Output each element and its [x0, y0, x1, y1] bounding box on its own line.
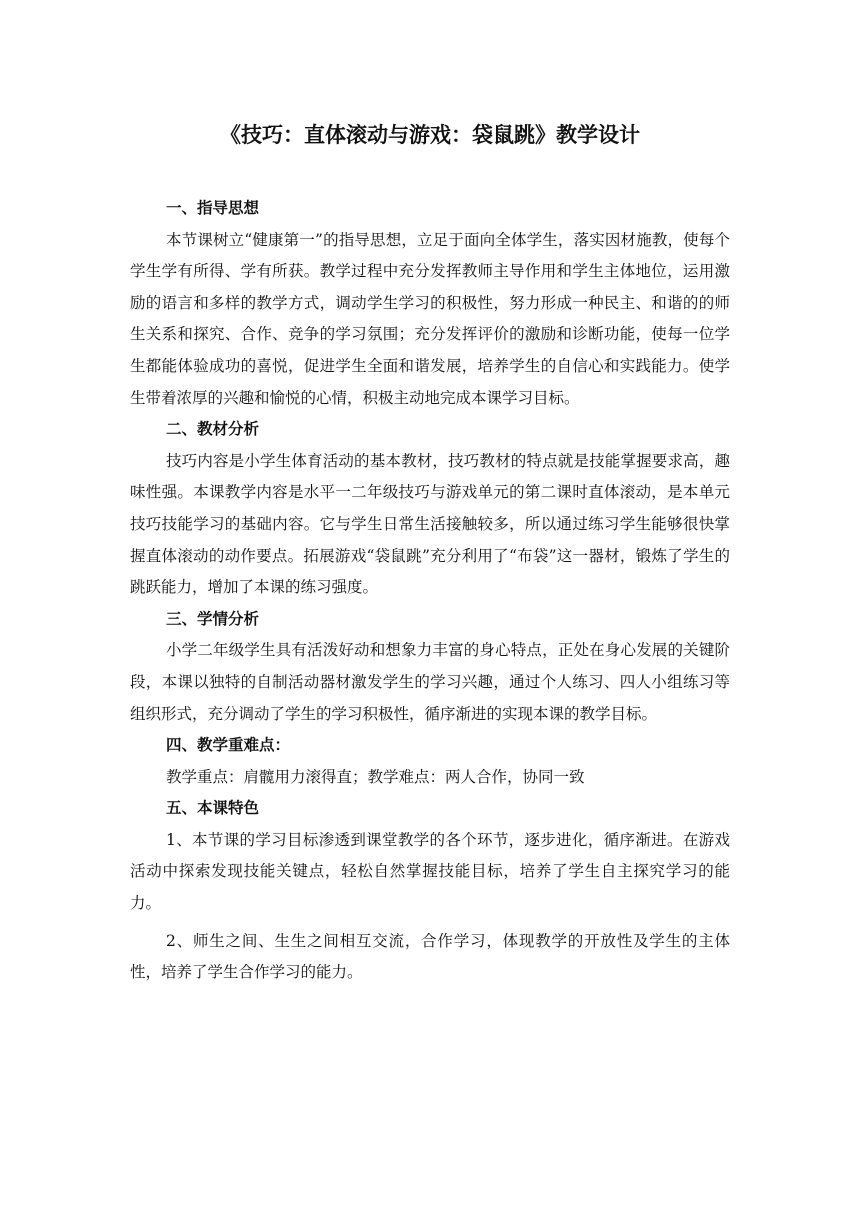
section-paragraph: 教学重点：肩髋用力滚得直；教学难点：两人合作，协同一致 — [166, 767, 585, 786]
section-key-difficult-points — [130, 730, 730, 793]
section-lesson-features — [130, 793, 730, 989]
section-heading: 二、教材分析 — [166, 420, 260, 439]
section-material-analysis — [130, 414, 730, 604]
section-heading: 五、本课特色 — [166, 799, 260, 818]
section-paragraph: 2、师生之间、生生之间相互交流，合作学习，体现教学的开放性及学生的主体性，培养了学生合作学习的能力。 — [130, 931, 730, 982]
section-guiding-ideology — [130, 193, 730, 414]
section-heading: 三、学情分析 — [166, 609, 260, 628]
document-title: 《技巧：直体滚动与游戏：袋鼠跳》教学设计 — [220, 123, 640, 147]
section-paragraph: 本节课树立“健康第一”的指导思想，立足于面向全体学生，落实因材施教，使每个学生学有所得、学有所获。教学过程中充分发挥教师主导作用和学生主体地位，运用激励的语言和多样的教学方式，调动学生学习的积极性，努力形成一种民主、和谐的的师生关系和探究、合作、竞争的学习氛围；充分发挥评价的激励和诊断功能，使每一位学生都能体验成功的喜悦，促进学生全面和谐发展，培养学生的自信心和实践能力。使学生带着浓厚的兴趣和愉悦的心情，积极主动地完成本课学习目标。 — [130, 230, 730, 407]
document-body — [130, 193, 730, 989]
section-paragraph: 1、本节课的学习目标渗透到课堂教学的各个环节，逐步进化，循序渐进。在游戏活动中探索发现技能关键点，轻松自然掌握技能目标，培养了学生自主探究学习的能力。 — [130, 830, 730, 913]
section-heading: 一、指导思想 — [166, 199, 260, 217]
section-paragraph: 小学二年级学生具有活泼好动和想象力丰富的身心特点，正处在身心发展的关键阶段，本课以独特的自制活动器材激发学生的学习兴趣，通过个人练习、四人小组练习等组织形式，充分调动了学生的学习积极性，循序渐进的实现本课的教学目标。 — [130, 641, 730, 723]
section-paragraph: 技巧内容是小学生体育活动的基本教材，技巧教材的特点就是技能掌握要求高，趣味性强。本课教学内容是水平一二年级技巧与游戏单元的第二课时直体滚动，是本单元技巧技能学习的基础内容。它与学生日常生活接触较多，所以通过练习学生能够很快掌握直体滚动的动作要点。拓展游戏“袋鼠跳”充分利用了“布袋”这一器材，锻炼了学生的跳跃能力，增加了本课的练习强度。 — [130, 451, 730, 597]
section-student-analysis — [130, 604, 730, 730]
section-heading: 四、教学重难点： — [166, 736, 291, 755]
document-page — [130, 0, 730, 1216]
